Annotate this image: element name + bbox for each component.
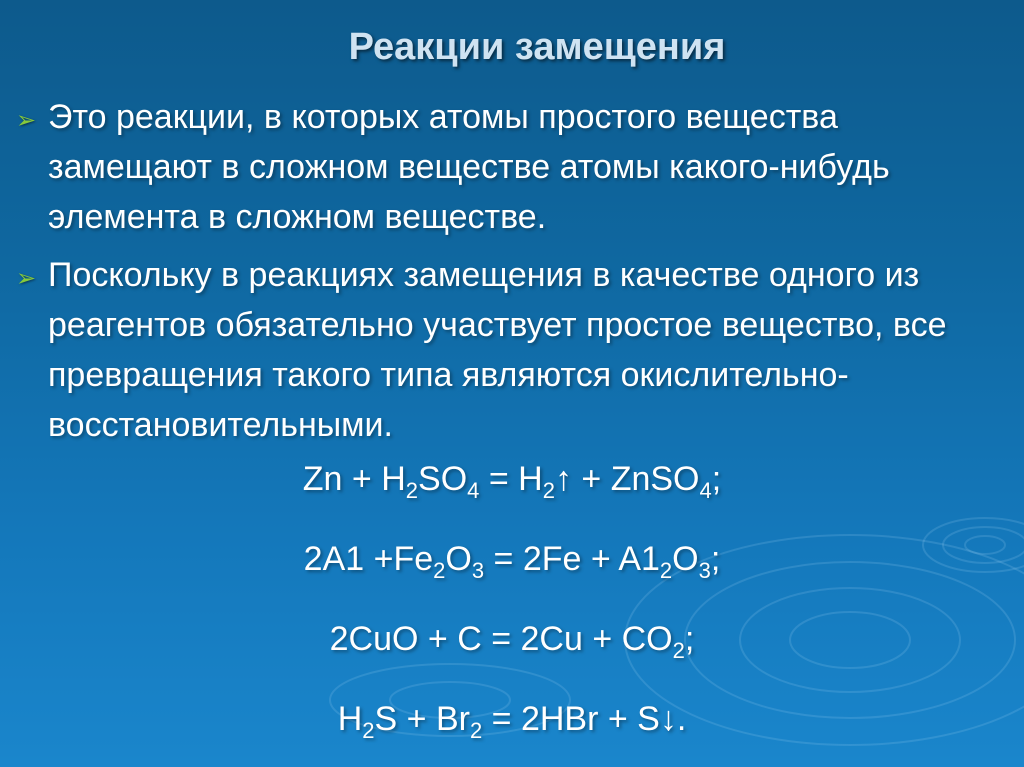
equation-al-fe2o3: $2A1 +Fe_2O_3 = 2Fe + A1_2O_3$; [303,540,721,583]
bullet-item [16,250,1006,450]
equation-zn-h2so4: $Zn + H_2SO_4$ = $H_2↑$ + ZnSO$_4$; [302,460,722,503]
bullet-text: Это реакции, в которых атомы простого вещества замещают в сложном веществе атомы какого-нибудь элемента в сложном веществе. [48,98,890,236]
chevron-right-icon: ➢ [16,107,37,134]
bullet-list [16,92,1006,458]
equation-h2s-br2: $H_2S + Br_2 = 2HBr$ + S↓. [337,700,687,743]
slide-title: Реакции замещения [348,26,726,68]
bullet-item [16,92,1006,242]
bullet-text: Поскольку в реакциях замещения в качестве одного из реагентов обязательно участвует простое вещество, все превращения такого типа являются окислительно-восстановительными. [48,256,947,444]
equation-cuo-c: $2CuO + C = 2Cu + CO_2$; [329,620,695,663]
chevron-right-icon: ➢ [16,265,37,292]
